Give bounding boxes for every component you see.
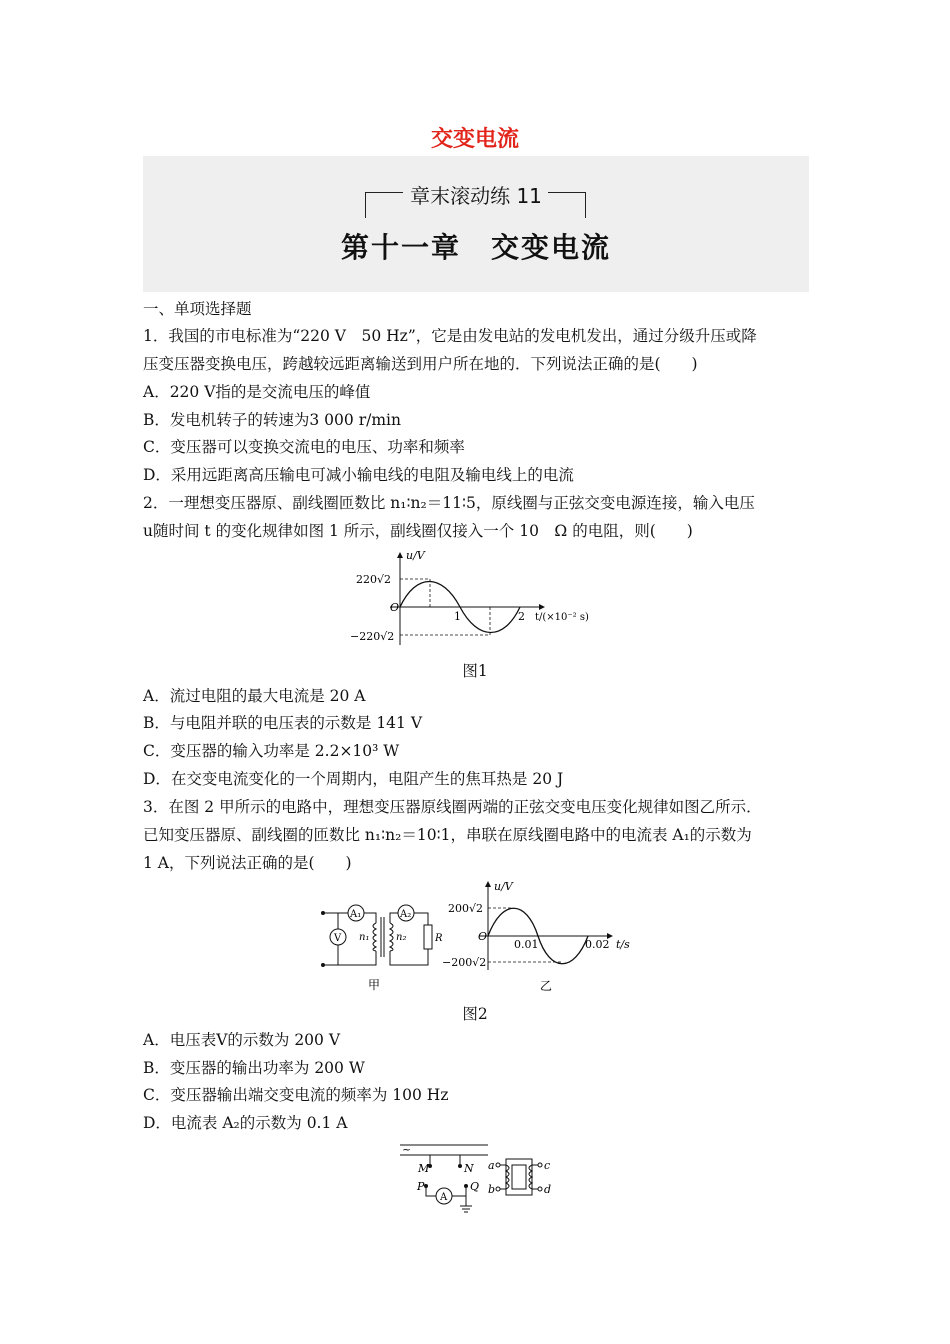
q3-line-2: 已知变压器原、副线圈的匝数比 n₁∶n₂＝10∶1，串联在原线圈电路中的电流表 A₁的示数为	[143, 826, 752, 844]
x-tick-1: 1	[454, 610, 461, 623]
x-axis-label: t/(×10⁻² s)	[535, 612, 589, 623]
q1-option-a: A．220 V指的是交流电压的峰值	[143, 383, 371, 401]
origin-label: O	[478, 930, 488, 943]
q1-line-2: 压变压器变换电压，跨越较远距离输送到用户所在地的．下列说法正确的是( )	[143, 355, 698, 373]
label-d: d	[544, 1183, 552, 1196]
terminal-c	[538, 1163, 542, 1167]
y-axis-label: u/V	[406, 549, 425, 562]
label-q: Q	[470, 1180, 480, 1193]
wire-bottom-left	[323, 951, 376, 965]
wire-a2-right	[414, 913, 428, 925]
label-p: P	[417, 1180, 425, 1193]
x-tick-2: 0.02	[585, 938, 610, 951]
banner-subtitle: 章末滚动练 11	[410, 184, 542, 208]
page-title: 交变电流	[430, 127, 519, 152]
label-a: a	[488, 1159, 495, 1172]
q1-option-b: B．发电机转子的转速为3 000 r/min	[143, 411, 401, 429]
y-max-label: 200√2	[448, 902, 484, 915]
label-b: b	[488, 1183, 496, 1196]
y-max-label: 220√2	[356, 573, 392, 586]
secondary-coil	[390, 923, 393, 951]
x-unit-label: t/s	[616, 938, 630, 951]
r-label: R	[435, 933, 443, 944]
q1-line-1: 1．我国的市电标准为“220 V 50 Hz”，它是由发电站的发电机发出，通过分级升压或降	[143, 327, 757, 345]
x-tick-1: 0.01	[514, 938, 539, 951]
q3-option-c: C．变压器输出端交变电流的频率为 100 Hz	[143, 1086, 449, 1104]
q3-option-b: B．变压器的输出功率为 200 W	[143, 1059, 365, 1077]
figure-2-caption: 图2	[462, 1005, 488, 1023]
q3-option-d: D．电流表 A₂的示数为 0.1 A	[143, 1114, 348, 1132]
chapter-banner	[143, 156, 809, 292]
x-tick-2: 2	[518, 610, 525, 623]
q2-option-a: A．流过电阻的最大电流是 20 A	[143, 687, 366, 705]
q3-line-3: 1 A，下列说法正确的是( )	[143, 854, 352, 872]
figure-1-voltage-graph	[330, 545, 600, 653]
terminal-n	[458, 1164, 462, 1168]
label-m: M	[418, 1162, 430, 1175]
y-min-label: −200√2	[442, 956, 487, 969]
transformer-core-inner	[512, 1165, 526, 1189]
terminal-p	[424, 1184, 428, 1188]
label-n: N	[464, 1162, 474, 1175]
terminal-q	[464, 1184, 468, 1188]
wire-q	[452, 1188, 466, 1196]
label-c: c	[544, 1159, 551, 1172]
label-ammeter: A	[440, 1192, 448, 1203]
banner-heading: 第十一章 交变电流	[340, 231, 611, 264]
terminal-b	[496, 1187, 500, 1191]
q1-option-d: D．采用远距离高压输电可减小输电线的电阻及输电线上的电流	[143, 466, 574, 484]
terminal-top	[321, 911, 325, 915]
terminal-a	[496, 1163, 500, 1167]
q1-option-c: C．变压器可以变换交流电的电压、功率和频率	[143, 438, 465, 456]
wire-p	[426, 1188, 436, 1196]
wire-sec-bottom	[390, 949, 428, 965]
ac-source-label: ~	[402, 1143, 412, 1156]
a2-label: A₂	[400, 909, 412, 920]
q2-line-1: 2．一理想变压器原、副线圈匝数比 n₁∶n₂＝11∶5，原线圈与正弦交变电源连接，输入电压	[143, 494, 755, 512]
transformer-core-outer	[506, 1159, 532, 1195]
section-heading: 一、单项选择题	[143, 300, 252, 318]
figure-1-caption: 图1	[462, 662, 488, 680]
q2-line-2: u随时间 t 的变化规律如图 1 所示，副线圈仅接入一个 10 Ω 的电阻，则( )	[143, 522, 693, 540]
terminal-bottom	[321, 963, 325, 967]
wire-a1-right	[364, 913, 376, 923]
resistor	[424, 925, 432, 949]
y-min-label: −220√2	[350, 630, 395, 643]
n1-label: n₁	[359, 932, 370, 943]
q3-option-a: A．电压表V的示数为 200 V	[143, 1031, 341, 1049]
origin-label: O	[390, 601, 400, 614]
wire-sec-top	[390, 913, 398, 923]
a1-label: A₁	[350, 909, 362, 920]
q2-option-c: C．变压器的输入功率是 2.2×10³ W	[143, 742, 400, 760]
q3-line-1: 3．在图 2 甲所示的电路中，理想变压器原线圈两端的正弦交变电压变化规律如图乙所示．	[143, 798, 762, 816]
y-axis-label: u/V	[494, 880, 513, 893]
figure-2-voltage-graph	[440, 878, 640, 996]
figure-3-circuit	[396, 1140, 556, 1220]
v-label: V	[334, 933, 342, 944]
terminal-d	[538, 1187, 542, 1191]
circuit-label: 甲	[368, 978, 381, 992]
q2-option-b: B．与电阻并联的电压表的示数是 141 V	[143, 714, 423, 732]
primary-coil	[373, 923, 376, 951]
graph-label: 乙	[540, 979, 553, 993]
q2-option-d: D．在交变电流变化的一个周期内，电阻产生的焦耳热是 20 J	[143, 770, 564, 788]
n2-label: n₂	[396, 932, 407, 943]
figure-2-circuit	[318, 895, 443, 993]
